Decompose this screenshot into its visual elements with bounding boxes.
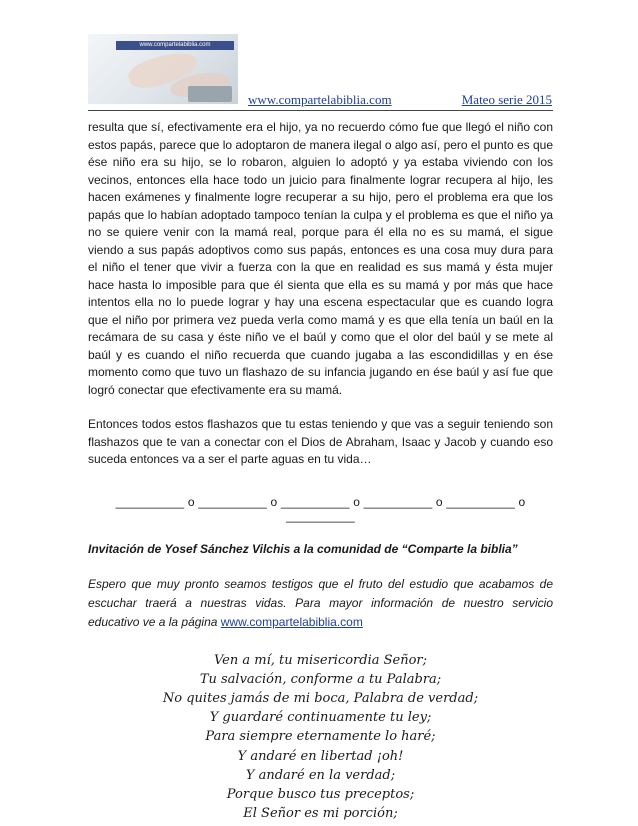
header-divider bbox=[88, 110, 553, 111]
header-url-link[interactable]: www.compartelabiblia.com bbox=[248, 92, 392, 107]
body-paragraph-2: Entonces todos estos flashazos que tu estas teniendo y que vas a seguir teniendo son flashazos que te van a conectar con el Dios de Abraham, Isaac y Jacob y cuando eso suceda entonces va a ser el parte aguas en tu vida… bbox=[88, 417, 553, 466]
poem-line: Y guardaré continuamente tu ley; bbox=[209, 710, 432, 726]
poem-line: No quites jamás de mi boca, Palabra de verdad; bbox=[162, 690, 479, 706]
poem-line: Tu salvación, conforme a tu Palabra; bbox=[199, 671, 442, 687]
poem-line: El Señor es mi porción; bbox=[243, 806, 398, 822]
section-separator: __________ o __________ o __________ o __________ o __________ o __________ bbox=[115, 494, 526, 523]
poem-line: Porque busco tus preceptos; bbox=[226, 786, 415, 802]
keypad-shape bbox=[188, 86, 232, 102]
invitation-title: Invitación de Yosef Sánchez Vilchis a la comunidad de “Comparte la biblia” bbox=[88, 541, 518, 556]
body-paragraph-1: resulta que sí, efectivamente era el hijo, ya no recuerdo cómo fue que llegó el niño con estos papás, parece que lo adoptaron de manera ilegal o algo así, pero el punto es que ése niño era su hijo, se lo robaron, alguien lo adoptó y ya estaba viviendo con los vecinos, entonces ella hace todo un juicio para finalmente lograr recupera al hijo, les hacen exámenes y finalmente logre recuperar a su hijo, pero el problema era que los papás que lo habían adoptado tampoco tenían la culpa y el problema es que el niño ya no se quiere venir con la mamá real, porque para él ella no es su mamá, el sigue viendo a sus papás adoptivos como sus papás, entonces es una cosa muy dura para el niño el tener que vivir a fuerza con la que en realidad es sus mamá y ésta mujer hace hasta lo imposible para que él sienta que ella es su mamá y por más que hace intentos ella no lo puede lograr y hay una escena espectacular que es cuando logra que el niño por primera vez pueda verla como mamá y es que ella tenía un baúl en la recámara de su casa y éste niño ve el baúl y como que el olor del baúl y se mete al baúl y es cuando el niño recuerda que cuando jugaba a las escondidillas y en ése momento como que tuvo un flashazo de su infancia jugando en ése baúl y así fue que logró conectar que efectivamente era su mamá. bbox=[88, 120, 553, 397]
header-image bbox=[88, 34, 238, 104]
image-banner: www.compartelabiblia.com bbox=[116, 41, 234, 50]
poem-line: Ven a mí, tu misericordia Señor; bbox=[213, 652, 428, 668]
poem-line: Para siempre eternamente lo haré; bbox=[205, 729, 436, 745]
invitation-link[interactable]: www.compartelabiblia.com bbox=[220, 614, 363, 629]
poem-line: Y andaré en libertad ¡oh! bbox=[237, 748, 404, 764]
invitation-text bbox=[88, 575, 553, 632]
poem-line: Y andaré en la verdad; bbox=[245, 767, 396, 783]
invitation-text-body: Espero que muy pronto seamos testigos que el fruto del estudio que acabamos de escuchar traerá a nuestras vidas. Para mayor información de nuestro servicio educativo ve a la página bbox=[88, 576, 553, 629]
header-series-link[interactable]: Mateo serie 2015 bbox=[461, 92, 552, 107]
document-body bbox=[88, 119, 553, 823]
poem bbox=[88, 651, 553, 824]
